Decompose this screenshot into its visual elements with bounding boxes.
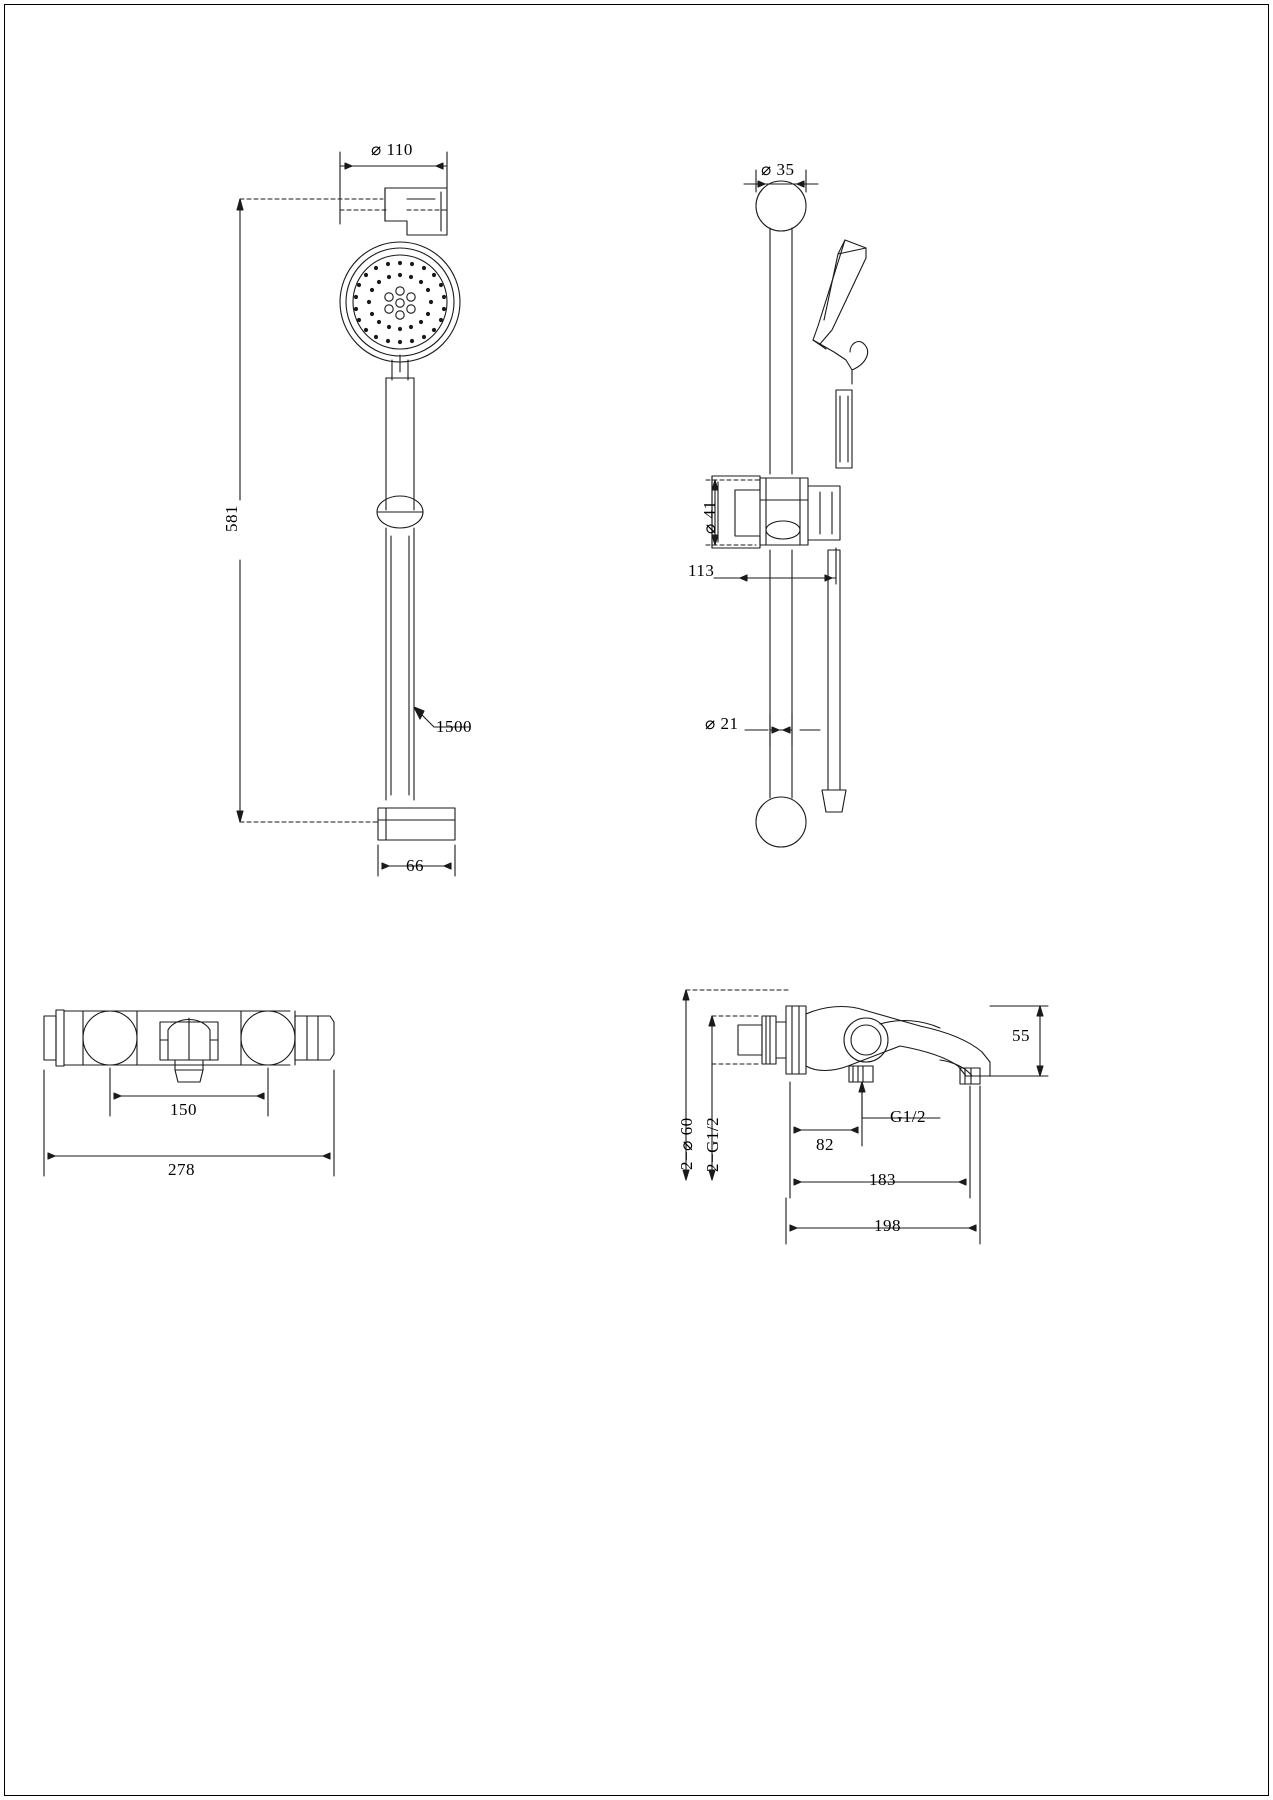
dimension-label-inlet-spec-2: 2−G1/2	[703, 1116, 722, 1172]
dimension-label-inlet-centers: 150	[170, 1100, 197, 1119]
dimension-label-holder-diameter: ⌀ 41	[700, 500, 719, 534]
dimension-label-bracket-depth: 66	[406, 856, 424, 875]
dimension-label-depth-198: 198	[874, 1216, 901, 1235]
view-slide-rail-front	[237, 152, 470, 876]
dimension-label-body-height: 55	[1012, 1026, 1030, 1045]
dimension-label-rail-height: 581	[222, 505, 241, 532]
dimension-label-holder-offset: 113	[688, 561, 715, 580]
view-mixer-side	[683, 990, 1048, 1244]
dimension-label-rail-tube-diameter: ⌀ 21	[705, 714, 739, 733]
view-slide-rail-side	[706, 170, 868, 847]
dimension-label-depth-183: 183	[869, 1170, 896, 1189]
dimension-label-inlet-spec-1: 2−⌀ 60	[677, 1117, 696, 1170]
dimension-label-hose-length: 1500	[436, 717, 472, 736]
dimension-label-head-diameter: ⌀ 110	[371, 140, 413, 159]
dimension-label-overall-width: 278	[168, 1160, 195, 1179]
view-mixer-front	[44, 1010, 334, 1176]
dimension-label-rail-top-diameter: ⌀ 35	[761, 160, 795, 179]
dimension-label-outlet-thread: G1/2	[890, 1107, 926, 1126]
dimension-label-outlet-offset: 82	[816, 1135, 834, 1154]
